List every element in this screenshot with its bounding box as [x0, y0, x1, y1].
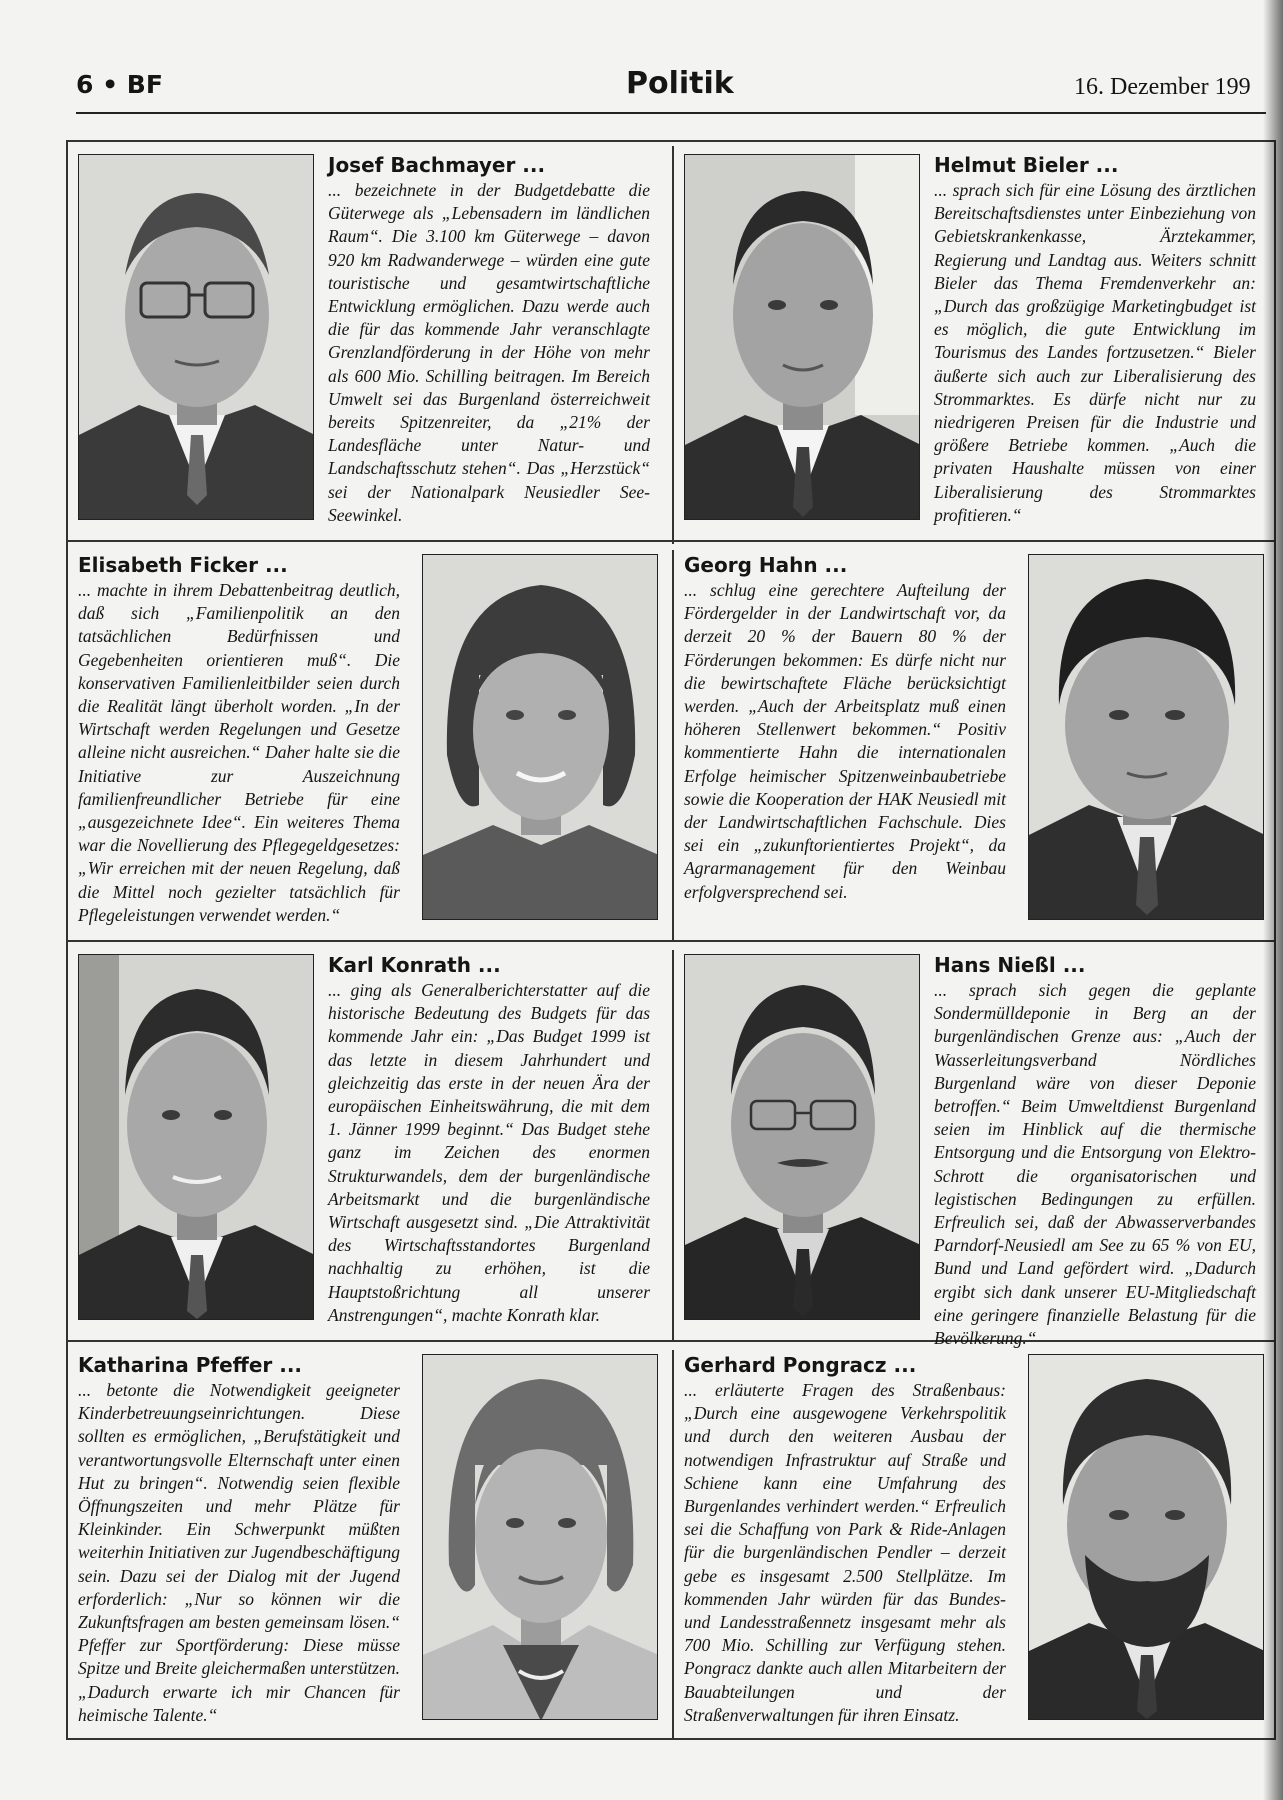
- article-name: Elisabeth Ficker ...: [78, 553, 288, 577]
- portrait-photo-niessl: [684, 954, 920, 1320]
- article-pfeffer: [68, 1342, 668, 1740]
- article-pongracz: [674, 1342, 1274, 1740]
- article-konrath: [68, 942, 668, 1340]
- issue-date: 16. Dezember 199: [1074, 74, 1251, 100]
- portrait-photo-hahn: [1028, 554, 1264, 920]
- article-name: Georg Hahn ...: [684, 553, 848, 577]
- section-title: Politik: [626, 66, 734, 101]
- article-body: ... sprach sich gegen die geplante Sondermülldeponie in Berg an der burgenländischen Grenze aus: „Auch der Wasserleitungsverband Nördliches Burgenland wäre von dieser Deponie betroffen.“ Beim Umweltdienst Burgenland seien im Hinblick auf die thermische Entsorgung und die Entsorgung von Elektro-Schrott die organisatorischen und legistischen Bedingungen zu erfüllen. Erfreulich sei, daß der Abwasserverbandes Parndorf-Neusiedl am See zu 65 % von EU, Bund und Land gefördert wird. „Dadurch ergibt sich dank unserer EU-Mitgliedschaft eine geringere finanzielle Belastung für die Bevölkerung.“: [934, 980, 1256, 1349]
- portrait-photo-pongracz: [1028, 1354, 1264, 1720]
- article-body: ... erläuterte Fragen des Straßenbaus: „Durch eine ausgewogene Verkehrspolitik und durch den weiteren Ausbau der notwendigen Infrastruktur auf Straße und Schiene kann eine Umfahrung des Burgenlandes verhindert werden.“ Erfreulich sei die Schaffung von Park & Ride-Anlagen für die burgenländischen Pendler – derzeit gebe es insgesamt 2.500 Stellplätze. Im kommenden Jahr würden für das Bundes- und Landesstraßennetz insgesamt mehr als 700 Mio. Schilling zur Verfügung stehen. Pongracz dankte auch allen Mitarbeitern der Bauabteilungen und der Straßenverwaltungen für ihren Einsatz.: [684, 1380, 1006, 1725]
- article-name: Gerhard Pongracz ...: [684, 1353, 917, 1377]
- article-body: ... schlug eine gerechtere Aufteilung der Fördergelder in der Landwirtschaft vor, da derzeit 20 % der Bauern 80 % der Förderungen bekommen: Es dürfe nicht nur die bewirtschaftete Fläche berücksichtigt werden. „Auch der Arbeitsplatz muß einen höheren Stellenwert bekommen.“ Positiv kommentierte Hahn die internationalen Erfolge heimischer Spitzenweinbaubetriebe sowie die Kooperation der HAK Neusiedl mit der Landwirtschaftlichen Fachschule. Dies sei ein „zukunftorientiertes Projekt“, da Agrarmanagement für den Weinbau erfolgversprechend sei.: [684, 580, 1006, 902]
- portrait-photo-bieler: [684, 154, 920, 520]
- article-niessl: [674, 942, 1274, 1349]
- article-body: ... bezeichnete in der Budgetdebatte die Güterwege als „Lebensadern im ländlichen Raum“. Die 3.100 km Güterwege – davon 920 km Radwanderwege – würden eine gute touristische und gesamtwirtschaftliche Entwicklung ermöglichen. Dazu werde auch die für das kommende Jahr veranschlagte Grenzlandförderung in der Höhe von mehr als 600 Mio. Schilling beitragen. Im Bereich Umwelt sei das Burgenland österreichweit bereits Spitzenreiter, da „21% der Landesfläche unter Natur- und Landschaftsschutz stehen“. Das „Herzstück“ sei der Nationalpark Neusiedler See-Seewinkel.: [328, 180, 650, 525]
- article-body: ... ging als Generalberichterstatter auf die historische Bedeutung des Budgets für das kommende Jahr ein: „Das Budget 1999 ist das letzte in diesem Jahrhundert und gleichzeitig das erste in der neuen Ära der europäischen Einheitswährung, die mit dem 1. Jänner 1999 beginnt.“ Das Budget stehe ganz im Zeichen des enormen Strukturwandels, dem der burgenländische Arbeitsmarkt und die burgenländische Wirtschaft ausgesetzt sind. „Die Attraktivität des Wirtschaftsstandortes Burgenland nachhaltig zu erhöhen, ist die Hauptstoßrichtung all unserer Anstrengungen“, machte Konrath klar.: [328, 980, 650, 1325]
- article-body: ... betonte die Notwendigkeit geeigneter Kinderbetreuungseinrichtungen. Diese sollten es ermöglichen, „Berufstätigkeit und verantwortungsvolle Elternschaft unter einen Hut zu bringen“. Notwendig seien flexible Öffnungszeiten und mehr Plätze für Kleinkinder. Ein Schwerpunkt müßten weiterhin Initiativen zur Jugendbeschäftigung sein. Dazu sei der Dialog mit der Jugend erforderlich: „Nur so können wir die Zukunftsfragen am besten gemeinsam lösen.“ Pfeffer zur Sportförderung: Diese müsse Spitze und Breite gleichermaßen unterstützen. „Dadurch erwarte ich mir Chancen für heimische Talente.“: [78, 1380, 400, 1725]
- portrait-photo-pfeffer: [422, 1354, 658, 1720]
- article-bieler: [674, 142, 1274, 540]
- page-header: [76, 64, 1266, 114]
- article-hahn: [674, 542, 1274, 940]
- article-body: ... machte in ihrem Debattenbeitrag deutlich, daß sich „Familienpolitik an den tatsächlichen Bedürfnissen und Gegebenheiten orientieren muß“. Die konservativen Familienleitbilder seien durch die Realität längt überholt worden. „In der Wirtschaft werden Regelungen und Gesetze alleine nicht ausreichen.“ Daher halte sie die Initiative zur Auszeichnung familienfreundlicher Betriebe für eine „ausgezeichnete Idee“. Ein weiteres Thema war die Novellierung des Pflegegeldgesetzes: „Wir erreichen mit der neuen Regelung, daß die Mittel noch gezielter tatsächlich für Pflegeleistungen verwendet werden.“: [78, 580, 400, 925]
- article-body: ... sprach sich für eine Lösung des ärztlichen Bereitschaftsdienstes unter Einbeziehung von Gebietskrankenkasse, Ärztekammer, Regierung und Landtag aus. Weiters schnitt Bieler das Thema Fremdenverkehr an: „Durch das großzügige Marketingbudget ist es möglich, die gute Entwicklung im Tourismus des Landes fortzusetzen.“ Bieler äußerte sich auch zur Liberalisierung des Strommarktes. Es dürfe nicht nur zu niedrigeren Preisen für die Industrie und größere Betriebe kommen. „Auch die privaten Haushalte müssen von einer Liberalisierung des Strommarktes profitieren.“: [934, 180, 1256, 525]
- article-name: Karl Konrath ...: [328, 953, 501, 977]
- article-grid: [66, 140, 1276, 1740]
- article-ficker: [68, 542, 668, 940]
- portrait-photo-konrath: [78, 954, 314, 1320]
- portrait-photo-ficker: [422, 554, 658, 920]
- article-name: Hans Nießl ...: [934, 953, 1086, 977]
- article-name: Helmut Bieler ...: [934, 153, 1119, 177]
- article-bachmayer: [68, 142, 668, 540]
- page-edge-shadow: [1263, 0, 1283, 1800]
- page-number-label: 6 • BF: [76, 70, 163, 99]
- article-name: Josef Bachmayer ...: [328, 153, 546, 177]
- article-name: Katharina Pfeffer ...: [78, 1353, 303, 1377]
- portrait-photo-bachmayer: [78, 154, 314, 520]
